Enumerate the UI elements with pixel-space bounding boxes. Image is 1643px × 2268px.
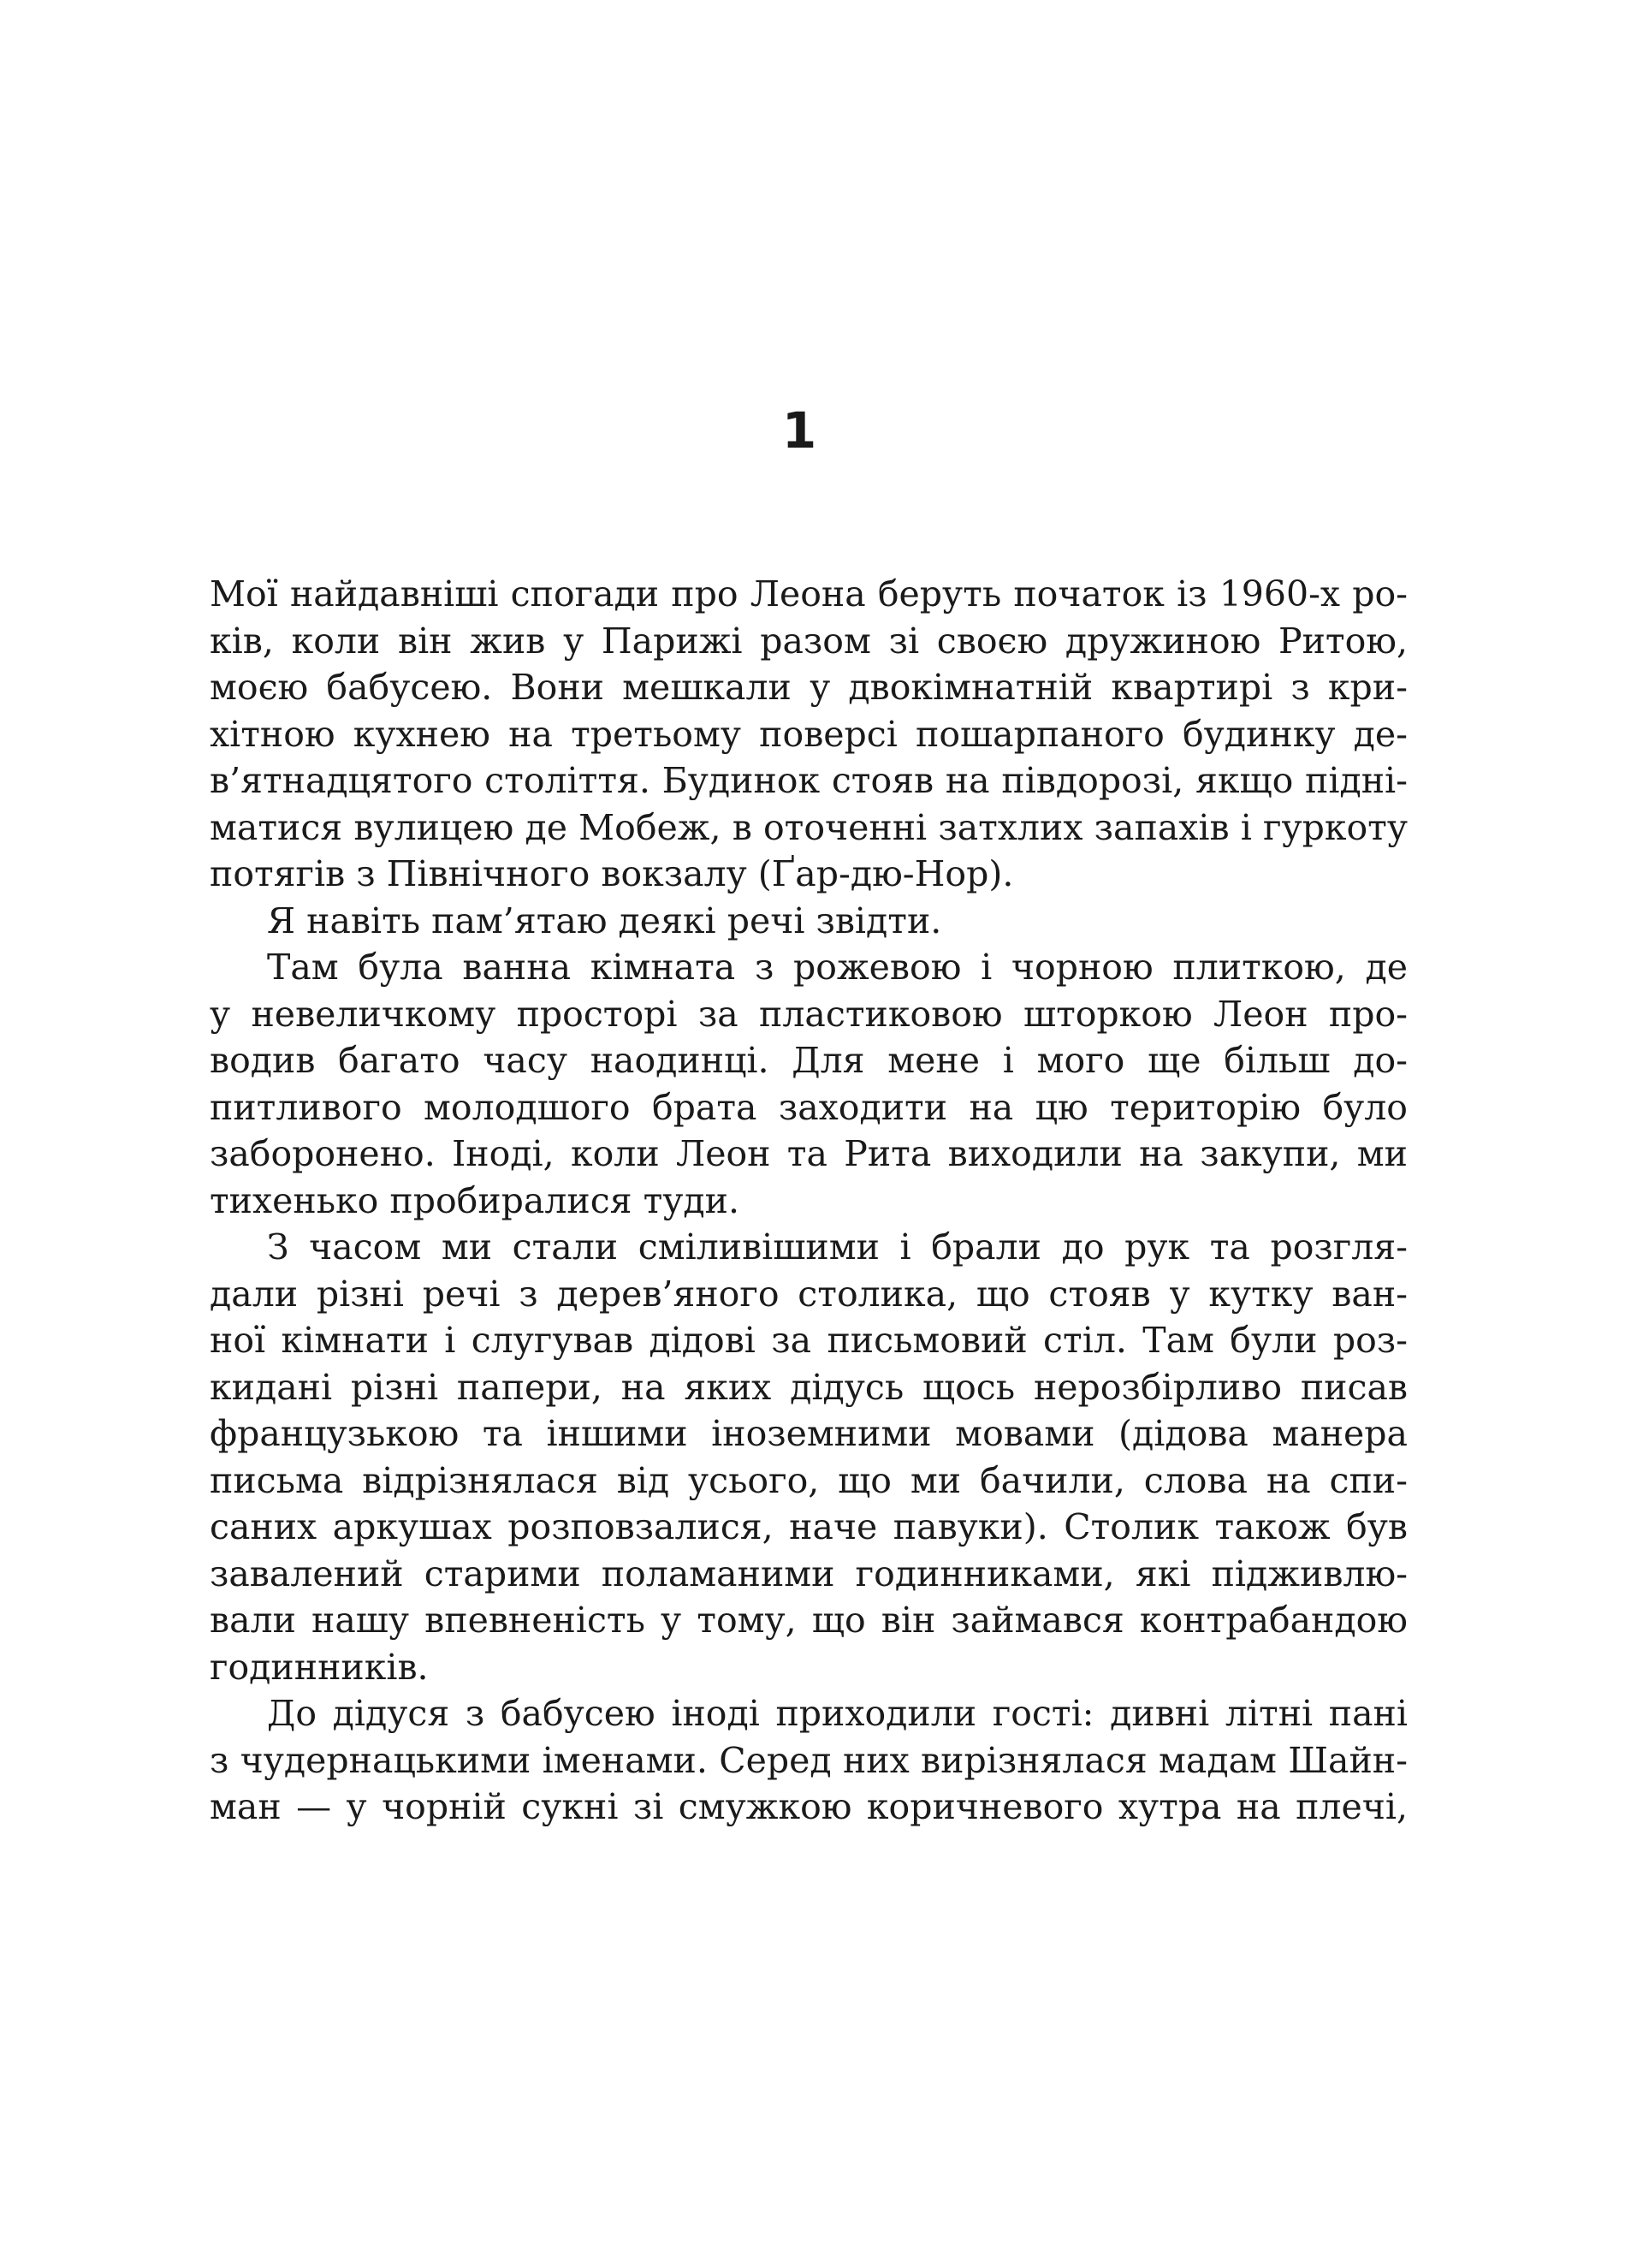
text-line: з чудернацькими іменами. Серед них вирізнялася мадам Шайн-	[210, 1739, 1408, 1781]
text-line: письма відрізнялася від усього, що ми бачили, слова на спи-	[210, 1459, 1408, 1501]
body-text	[210, 571, 1408, 1831]
text-line: завалений старими поламаними годинниками, які підживлю-	[210, 1553, 1408, 1594]
text-line: хітною кухнею на третьому поверсі пошарпаного будинку де-	[210, 713, 1408, 755]
text-line: в’ятнадцятого століття. Будинок стояв на півдорозі, якщо підні-	[210, 760, 1408, 801]
text-line: тихенько пробиралися туди.	[210, 1179, 739, 1221]
paragraph-start-line: До дідуся з бабусею іноді приходили гості: дивні літні пані	[267, 1693, 1408, 1734]
text-line: матися вулицею де Мобеж, в оточенні затхлих запахів і гуркоту	[210, 806, 1408, 848]
text-line: водив багато часу наодинці. Для мене і мого ще більш до-	[210, 1040, 1408, 1081]
text-line: ків, коли він жив у Парижі разом зі своєю дружиною Ритою,	[210, 620, 1408, 662]
text-line: французькою та іншими іноземними мовами (дідова манера	[210, 1413, 1408, 1454]
text-line: заборонено. Іноді, коли Леон та Рита виходили на закупи, ми	[210, 1133, 1408, 1174]
text-line: Мої найдавніші спогади про Леона беруть початок із 1960-х ро-	[210, 573, 1408, 614]
text-line: саних аркушах розповзалися, наче павуки). Столик також був	[210, 1506, 1408, 1547]
text-line: моєю бабусею. Вони мешкали у двокімнатній квартирі з кри-	[210, 667, 1408, 708]
text-line: потягів з Північного вокзалу (Ґар-дю-Нор).	[210, 853, 1014, 894]
chapter-number: 1	[781, 401, 817, 460]
paragraph-start-line: З часом ми стали сміливішими і брали до рук та розгля-	[267, 1226, 1408, 1268]
text-line: дали різні речі з дерев’яного столика, що стояв у кутку ван-	[210, 1273, 1408, 1315]
text-line: годинників.	[210, 1646, 429, 1688]
text-line: ман — у чорній сукні зі смужкою коричневого хутра на плечі,	[210, 1786, 1408, 1827]
text-line: кидані різні папери, на яких дідусь щось нерозбірливо писав	[210, 1366, 1408, 1408]
text-line: вали нашу впевненість у тому, що він займався контрабандою	[210, 1600, 1408, 1641]
text-line: питливого молодшого брата заходити на цю територію було	[210, 1086, 1408, 1128]
text-line: у невеличкому просторі за пластиковою шторкою Леон про-	[210, 993, 1408, 1035]
paragraph-start-line: Я навіть пам’ятаю деякі речі звідти.	[267, 899, 942, 941]
text-line: ної кімнати і слугував дідові за письмовий стіл. Там були роз-	[210, 1320, 1408, 1361]
paragraph-start-line: Там була ванна кімната з рожевою і чорною плиткою, де	[267, 947, 1408, 988]
